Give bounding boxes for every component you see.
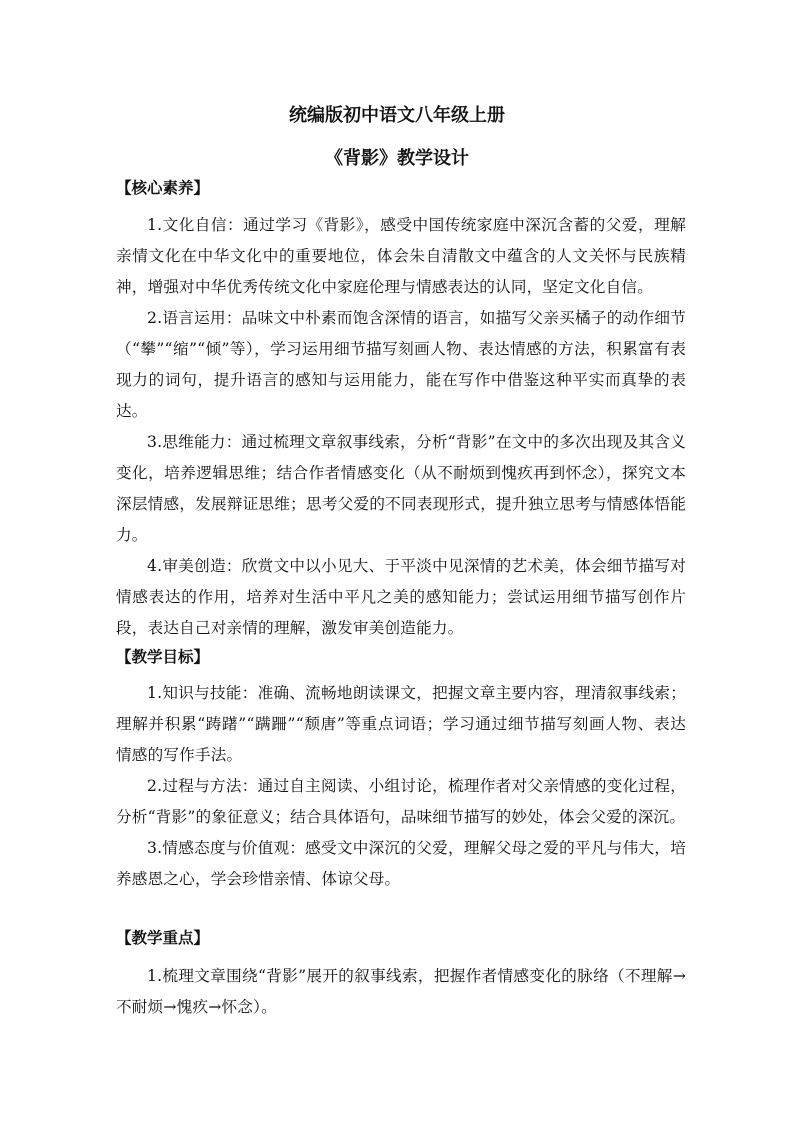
- section-teaching-goals: [116, 646, 686, 895]
- paragraph-process-methods: 2.过程与方法：通过自主阅读、小组讨论，梳理作者对父亲情感的变化过程，分析“背影”的象征意义；结合具体语句，品味细节描写的妙处，体会父爱的深沉。: [116, 777, 686, 826]
- section-teaching-focus: [116, 927, 686, 1023]
- paragraph-narrative-clue: 1.梳理文章围绕“背影”展开的叙事线索，把握作者情感变化的脉络（不理解→不耐烦→愧疚→怀念）。: [116, 967, 686, 1016]
- section-core-literacy: [116, 177, 686, 644]
- paragraph-language-use: 2.语言运用：品味文中朴素而饱含深情的语言，如描写父亲买橘子的动作细节（“攀”“缩”“倾”等），学习运用细节描写刻画人物、表达情感的方法，积累富有表现力的词句，提升语言的感知与运用能力，能在写作中借鉴这种平实而真挚的表达。: [116, 309, 686, 420]
- document-subtitle: 《背影》教学设计: [325, 148, 469, 169]
- paragraph-cultural-confidence: 1.文化自信：通过学习《背影》，感受中国传统家庭中深沉含蓄的父爱，理解亲情文化在中华文化中的重要地位，体会朱自清散文中蕴含的人文关怀与民族精神，增强对中华优秀传统文化中家庭伦理与情感表达的认同，坚定文化自信。: [116, 216, 686, 296]
- section-heading-core-literacy: 【核心素养】: [116, 178, 210, 197]
- section-heading-teaching-focus: 【教学重点】: [116, 928, 210, 947]
- section-heading-teaching-goals: 【教学目标】: [116, 647, 210, 666]
- paragraph-emotion-values: 3.情感态度与价值观：感受文中深沉的父爱，理解父母之爱的平凡与伟大，培养感恩之心，学会珍惜亲情、体谅父母。: [116, 839, 686, 888]
- paragraph-aesthetic-creation: 4.审美创造：欣赏文中以小见大、于平淡中见深情的艺术美，体会细节描写对情感表达的作用，培养对生活中平凡之美的感知能力；尝试运用细节描写创作片段，表达自己对亲情的理解，激发审美创造能力。: [116, 557, 686, 637]
- document-title: 统编版初中语文八年级上册: [289, 105, 505, 126]
- paragraph-knowledge-skills: 1.知识与技能：准确、流畅地朗读课文，把握文章主要内容，理清叙事线索；理解并积累“踌躇”“蹒跚”“颓唐”等重点词语；学习通过细节描写刻画人物、表达情感的写作手法。: [116, 684, 686, 764]
- paragraph-thinking-ability: 3.思维能力：通过梳理文章叙事线索，分析“背影”在文中的多次出现及其含义变化，培养逻辑思维；结合作者情感变化（从不耐烦到愧疚再到怀念），探究文本深层情感，发展辩证思维；思考父爱的不同表现形式，提升独立思考与情感体悟能力。: [116, 433, 686, 544]
